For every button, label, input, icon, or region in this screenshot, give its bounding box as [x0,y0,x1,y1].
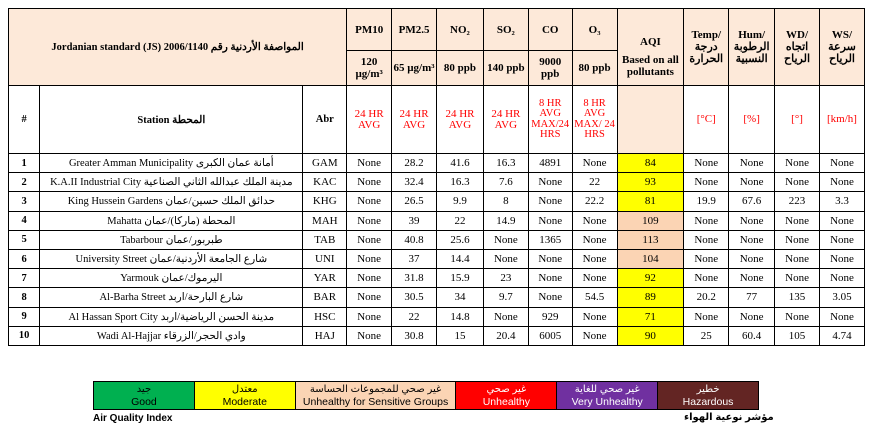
pm25-value: 40.8 [392,230,437,249]
station-name: King Hussein Gardens حدائق الملك حسين/عمان [40,192,303,211]
legend-item-english: Good [131,395,157,408]
wind-speed-value: 4.74 [819,326,864,345]
legend-item [657,381,759,410]
row-index: 5 [9,230,40,249]
temp-value: None [684,269,729,288]
air-quality-table [8,8,865,346]
pm10-value: None [347,211,392,230]
humidity-value: None [729,173,775,192]
legend-label-arabic: مؤشر نوعية الهواء [684,412,774,423]
aqi-value: 92 [617,269,684,288]
legend-item [93,381,194,410]
aqi-value: 93 [617,173,684,192]
table-row [9,307,865,326]
humidity-value: 77 [729,288,775,307]
row-index: 8 [9,288,40,307]
averaging-period: 8 HR AVG MAX/24 HRS [528,86,572,154]
wind-speed-value: None [819,249,864,268]
no2-value: 15 [436,326,483,345]
o3-value: 54.5 [572,288,617,307]
averaging-period: 24 HR AVG [483,86,528,154]
humidity-value: None [729,154,775,173]
so2-value: 16.3 [483,154,528,173]
averaging-period: 24 HR AVG [436,86,483,154]
so2-value: 9.7 [483,288,528,307]
aqi-value: 71 [617,307,684,326]
wind-direction-value: 223 [775,192,820,211]
pollutant-name: SO₂ [483,9,528,51]
pm10-value: None [347,288,392,307]
pm10-value: None [347,192,392,211]
station-name: Al Hassan Sport City مدينة الحسن الرياضية/اربد [40,307,303,326]
wind-direction-value: None [775,269,820,288]
pm25-value: 26.5 [392,192,437,211]
no2-value: 22 [436,211,483,230]
so2-value: None [483,307,528,326]
ws-header: WS/ سرعة الرياح [819,9,864,86]
pm25-value: 39 [392,211,437,230]
wind-speed-value: None [819,211,864,230]
pm25-value: 32.4 [392,173,437,192]
temp-value: None [684,249,729,268]
row-index: 6 [9,249,40,268]
co-value: 1365 [528,230,572,249]
o3-value: None [572,230,617,249]
temp-value: None [684,307,729,326]
legend-item-arabic: غير صحي للمجموعات الحساسة [309,383,442,395]
legend-item-english: Very Unhealthy [571,395,643,408]
station-abbreviation: TAB [303,230,347,249]
station-abbreviation: BAR [303,288,347,307]
humidity-value: None [729,230,775,249]
pollutant-limit: 80 ppb [436,51,483,86]
o3-value: None [572,211,617,230]
so2-value: None [483,230,528,249]
table-row [9,288,865,307]
wind-direction-value: None [775,307,820,326]
pollutant-name: NO₂ [436,9,483,51]
station-name: Tabarbour طبربور/عمان [40,230,303,249]
aqi-header-spacer [617,86,684,154]
aqi-subtitle: Based on all pollutants [621,54,679,78]
humidity-value: None [729,269,775,288]
o3-value: None [572,269,617,288]
pollutant-limit: 65 µg/m³ [392,51,437,86]
table-row [9,154,865,173]
index-header: # [9,86,40,154]
co-value: None [528,249,572,268]
so2-value: 8 [483,192,528,211]
station-name: Greater Amman Municipality أمانة عمان الكبرى [40,154,303,173]
no2-value: 9.9 [436,192,483,211]
station-abbreviation: KAC [303,173,347,192]
averaging-period: 24 HR AVG [347,86,392,154]
ws-unit: [km/h] [819,86,864,154]
wind-direction-value: 135 [775,288,820,307]
co-value: None [528,269,572,288]
pollutant-name: O₃ [572,9,617,51]
pm25-value: 37 [392,249,437,268]
aqi-value: 84 [617,154,684,173]
legend-item-arabic: معتدل [231,383,258,395]
wind-speed-value: None [819,307,864,326]
legend-item [556,381,657,410]
legend-item-arabic: جيد [136,383,152,395]
pm10-value: None [347,154,392,173]
o3-value: None [572,249,617,268]
temp-value: None [684,173,729,192]
legend-item-english: Hazardous [682,395,734,408]
pollutant-name: PM2.5 [392,9,437,51]
co-value: None [528,211,572,230]
wd-header: WD/ اتجاه الرياح [775,9,820,86]
wd-unit: [°] [775,86,820,154]
legend-item-english: Unhealthy [482,395,530,408]
abr-header: Abr [303,86,347,154]
temp-value: None [684,154,729,173]
pollutant-name: PM10 [347,9,392,51]
no2-value: 34 [436,288,483,307]
aqi-value: 104 [617,249,684,268]
aqi-value: 90 [617,326,684,345]
pollutant-name: CO [528,9,572,51]
station-abbreviation: YAR [303,269,347,288]
legend-item-english: Moderate [222,395,267,408]
wind-speed-value: None [819,173,864,192]
station-name: K.A.II Industrial City مدينة الملك عبدالله الثاني الصناعية [40,173,303,192]
station-name: University Street شارع الجامعة الأردنية/عمان [40,249,303,268]
table-row [9,269,865,288]
pollutant-limit: 140 ppb [483,51,528,86]
table-row [9,230,865,249]
no2-value: 14.4 [436,249,483,268]
station-abbreviation: MAH [303,211,347,230]
aqi-header [617,9,684,86]
pollutant-limit: 80 ppb [572,51,617,86]
no2-value: 25.6 [436,230,483,249]
no2-value: 41.6 [436,154,483,173]
o3-value: None [572,154,617,173]
header-row-avg [9,86,865,154]
humidity-value: None [729,249,775,268]
wind-direction-value: None [775,173,820,192]
station-name: Mahatta المحطة (ماركا)/عمان [40,211,303,230]
o3-value: 22.2 [572,192,617,211]
row-index: 4 [9,211,40,230]
so2-value: None [483,249,528,268]
station-abbreviation: HAJ [303,326,347,345]
aqi-title: AQI [640,36,661,48]
table-row [9,249,865,268]
temp-unit: [°C] [684,86,729,154]
table-row [9,192,865,211]
row-index: 9 [9,307,40,326]
co-value: 6005 [528,326,572,345]
temp-header: Temp/ درجة الحرارة [684,9,729,86]
wind-direction-value: None [775,154,820,173]
hum-header: Hum/ الرطوبة النسبية [729,9,775,86]
pm10-value: None [347,249,392,268]
temp-value: None [684,230,729,249]
legend-item-arabic: غير صحي للغاية [574,383,640,395]
pm25-value: 31.8 [392,269,437,288]
temp-value: 25 [684,326,729,345]
pm10-value: None [347,230,392,249]
station-header: Station المحطة [40,86,303,154]
wind-speed-value: 3.3 [819,192,864,211]
legend-label: Air Quality Index [93,413,173,424]
co-value: None [528,288,572,307]
wind-speed-value: 3.05 [819,288,864,307]
aqi-report [8,8,865,346]
table-row [9,211,865,230]
humidity-value: None [729,211,775,230]
row-index: 2 [9,173,40,192]
humidity-value: 60.4 [729,326,775,345]
legend-item [295,381,456,410]
pm25-value: 30.8 [392,326,437,345]
table-row [9,326,865,345]
wind-direction-value: None [775,249,820,268]
wind-direction-value: 105 [775,326,820,345]
pm25-value: 22 [392,307,437,326]
temp-value: 19.9 [684,192,729,211]
no2-value: 15.9 [436,269,483,288]
row-index: 10 [9,326,40,345]
legend-item-arabic: غير صحي [486,383,527,395]
station-abbreviation: KHG [303,192,347,211]
aqi-value: 81 [617,192,684,211]
row-index: 7 [9,269,40,288]
station-rows [9,154,865,346]
co-value: 4891 [528,154,572,173]
wind-speed-value: None [819,269,864,288]
o3-value: None [572,307,617,326]
temp-value: 20.2 [684,288,729,307]
so2-value: 14.9 [483,211,528,230]
wind-speed-value: None [819,154,864,173]
station-name: Yarmouk اليرموك/عمان [40,269,303,288]
row-index: 1 [9,154,40,173]
hum-unit: [%] [729,86,775,154]
so2-value: 20.4 [483,326,528,345]
pm10-value: None [347,326,392,345]
pm10-value: None [347,173,392,192]
legend-item-arabic: خطير [696,383,720,395]
wind-direction-value: None [775,230,820,249]
aqi-value: 89 [617,288,684,307]
legend-item-english: Unhealthy for Sensitive Groups [302,395,449,408]
o3-value: 22 [572,173,617,192]
co-value: None [528,173,572,192]
legend-item [194,381,295,410]
pm10-value: None [347,307,392,326]
so2-value: 23 [483,269,528,288]
aqi-value: 109 [617,211,684,230]
averaging-period: 24 HR AVG [392,86,437,154]
so2-value: 7.6 [483,173,528,192]
pm25-value: 30.5 [392,288,437,307]
station-name: Wadi Al-Hajjar وادي الحجر/الزرقاء [40,326,303,345]
humidity-value: None [729,307,775,326]
pm10-value: None [347,269,392,288]
pollutant-limit: 120 µg/m³ [347,51,392,86]
station-abbreviation: UNI [303,249,347,268]
no2-value: 14.8 [436,307,483,326]
table-row [9,173,865,192]
station-abbreviation: HSC [303,307,347,326]
no2-value: 16.3 [436,173,483,192]
station-name: Al-Barha Street شارع البارحة/اربد [40,288,303,307]
legend-item [455,381,556,410]
co-value: 929 [528,307,572,326]
o3-value: None [572,326,617,345]
pm25-value: 28.2 [392,154,437,173]
temp-value: None [684,211,729,230]
co-value: None [528,192,572,211]
wind-speed-value: None [819,230,864,249]
averaging-period: 8 HR AVG MAX/ 24 HRS [572,86,617,154]
standard-title: Jordanian standard (JS) 2006/1140 المواصفة الأردنية رقم [9,9,347,86]
aqi-value: 113 [617,230,684,249]
row-index: 3 [9,192,40,211]
aqi-legend [93,381,759,410]
humidity-value: 67.6 [729,192,775,211]
wind-direction-value: None [775,211,820,230]
pollutant-limit: 9000 ppb [528,51,572,86]
header-row-names [9,9,865,51]
station-abbreviation: GAM [303,154,347,173]
